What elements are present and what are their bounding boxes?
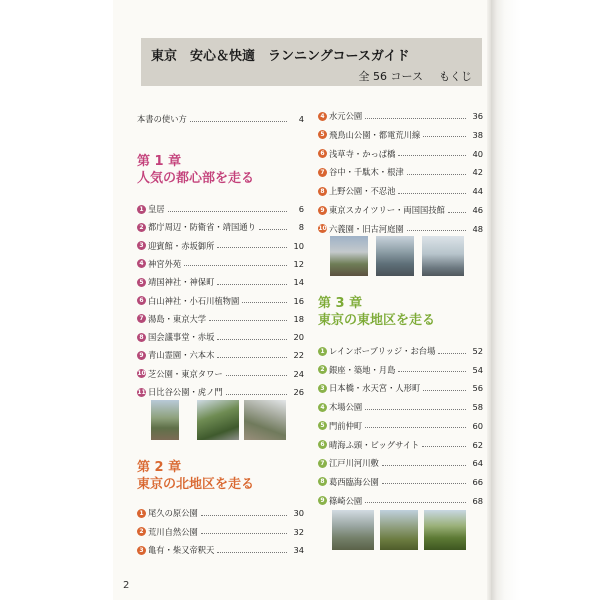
toc-entry[interactable] bbox=[318, 222, 483, 236]
course-photo bbox=[151, 400, 179, 440]
leader-dots bbox=[190, 120, 287, 122]
course-number-badge: 3 bbox=[137, 546, 146, 555]
course-number-badge: 7 bbox=[137, 314, 146, 323]
toc-entry[interactable] bbox=[318, 344, 483, 358]
leader-dots bbox=[184, 264, 287, 266]
toc-entry-label: 上野公園・不忍池 bbox=[329, 186, 396, 197]
toc-entry-label: 篠崎公園 bbox=[329, 495, 363, 506]
book-gutter bbox=[491, 0, 600, 600]
toc-entry-label: 神宮外苑 bbox=[148, 258, 182, 269]
toc-entry-page: 56 bbox=[472, 383, 483, 394]
toc-entry-page: 64 bbox=[472, 458, 483, 469]
toc-entry[interactable] bbox=[137, 385, 304, 399]
toc-entry[interactable] bbox=[318, 400, 483, 414]
toc-entry[interactable] bbox=[318, 419, 483, 433]
toc-entry-page: 30 bbox=[293, 508, 304, 518]
title-part-safe: 安心＆快適 bbox=[190, 49, 256, 64]
course-number-badge: 8 bbox=[318, 477, 327, 486]
toc-entry-page: 8 bbox=[298, 222, 304, 233]
toc-entry-intro[interactable] bbox=[137, 112, 304, 126]
toc-entry-label: 皇居 bbox=[148, 204, 165, 214]
chapter-2-title: 東京の北地区を走る bbox=[137, 477, 255, 492]
toc-entry-label: 東京スカイツリー・両国国技館 bbox=[329, 205, 445, 215]
course-number-badge: 1 bbox=[137, 205, 146, 214]
toc-entry-label: 葛西臨海公園 bbox=[329, 476, 379, 487]
page-number: 2 bbox=[123, 580, 130, 591]
toc-entry-page: 14 bbox=[293, 277, 304, 288]
course-number-badge: 9 bbox=[318, 496, 327, 505]
leader-dots bbox=[209, 319, 287, 321]
toc-entry[interactable] bbox=[318, 456, 483, 470]
course-photo bbox=[376, 236, 414, 276]
toc-entry-page: 40 bbox=[472, 148, 483, 159]
toc-entry-label: 銀座・築地・月島 bbox=[329, 364, 396, 375]
toc-entry-label: 浅草寺・かっぱ橋 bbox=[329, 148, 396, 159]
title-part-guide: ランニングコースガイド bbox=[268, 49, 410, 64]
toc-entry-label: 本書の使い方 bbox=[137, 114, 187, 124]
leader-dots bbox=[217, 246, 287, 248]
course-number-badge: 6 bbox=[318, 440, 327, 449]
toc-entry-page: 20 bbox=[293, 332, 304, 343]
course-photo bbox=[332, 510, 374, 550]
toc-entry-label: 晴海ふ頭・ビッグサイト bbox=[329, 439, 420, 450]
course-photo bbox=[422, 236, 464, 276]
course-number-badge: 4 bbox=[318, 112, 327, 121]
leader-dots bbox=[365, 117, 466, 119]
leader-dots bbox=[168, 210, 287, 212]
chapter-1-title: 人気の都心部を走る bbox=[137, 171, 255, 186]
chapter-3-title: 東京の東地区を走る bbox=[318, 313, 436, 328]
toc-entry-page: 54 bbox=[472, 364, 483, 375]
toc-entry[interactable] bbox=[137, 239, 304, 253]
toc-entry-label: 白山神社・小石川植物園 bbox=[148, 295, 240, 306]
leader-dots bbox=[226, 393, 287, 395]
toc-entry-page: 60 bbox=[472, 420, 483, 431]
leader-dots bbox=[365, 426, 466, 428]
leader-dots bbox=[242, 301, 287, 303]
leader-dots bbox=[407, 229, 466, 231]
leader-dots bbox=[398, 370, 466, 372]
leader-dots bbox=[201, 532, 287, 534]
course-number-badge: 10 bbox=[318, 225, 327, 233]
course-number-badge: 5 bbox=[137, 278, 146, 287]
toc-entry-label: 迎賓館・赤坂御所 bbox=[148, 240, 215, 251]
toc-entry[interactable] bbox=[137, 202, 304, 216]
course-photo bbox=[197, 400, 239, 440]
toc-entry-page: 16 bbox=[293, 295, 304, 306]
toc-entry-label: 靖国神社・神保町 bbox=[148, 277, 215, 288]
course-number-badge: 6 bbox=[318, 149, 327, 158]
toc-entry[interactable] bbox=[137, 275, 304, 289]
course-number-badge: 4 bbox=[318, 403, 327, 412]
toc-entry[interactable] bbox=[318, 381, 483, 395]
course-photo bbox=[380, 510, 418, 550]
toc-entry-label: 飛鳥山公園・都電荒川線 bbox=[329, 129, 421, 140]
leader-dots bbox=[365, 501, 466, 503]
toc-entry[interactable] bbox=[137, 257, 304, 271]
leader-dots bbox=[259, 228, 287, 230]
chapter-2-number: 第 2 章 bbox=[137, 460, 182, 475]
toc-entry-page: 66 bbox=[472, 476, 483, 487]
leader-dots bbox=[422, 445, 466, 447]
leader-dots bbox=[217, 338, 287, 340]
leader-dots bbox=[423, 389, 466, 391]
course-number-badge: 4 bbox=[137, 259, 146, 268]
contents-label: もくじ bbox=[439, 70, 472, 83]
leader-dots bbox=[201, 514, 287, 516]
leader-dots bbox=[423, 135, 466, 137]
toc-entry[interactable] bbox=[318, 494, 483, 508]
toc-entry[interactable] bbox=[318, 109, 483, 123]
toc-entry-page: 10 bbox=[293, 240, 304, 251]
course-number-badge: 11 bbox=[137, 388, 146, 396]
leader-dots bbox=[448, 211, 466, 213]
toc-header bbox=[141, 38, 482, 86]
toc-subtitle bbox=[359, 68, 472, 84]
toc-entry-page: 4 bbox=[298, 114, 304, 124]
toc-entry-page: 68 bbox=[472, 495, 483, 506]
toc-entry-page: 52 bbox=[472, 346, 483, 356]
toc-entry[interactable] bbox=[137, 220, 304, 234]
toc-entry-label: 荒川自然公園 bbox=[148, 526, 198, 537]
toc-entry[interactable] bbox=[318, 438, 483, 452]
toc-entry-page: 24 bbox=[293, 368, 304, 379]
toc-entry-label: 日比谷公園・虎ノ門 bbox=[148, 387, 223, 397]
course-number-badge: 10 bbox=[137, 370, 146, 378]
toc-entry-label: 木場公園 bbox=[329, 402, 363, 413]
course-photo bbox=[244, 400, 286, 440]
course-number-badge: 8 bbox=[318, 187, 327, 196]
course-number-badge: 9 bbox=[137, 351, 146, 360]
toc-entry-page: 12 bbox=[293, 258, 304, 269]
course-number-badge: 2 bbox=[137, 527, 146, 536]
toc-entry-label: レインボーブリッジ・お台場 bbox=[329, 346, 436, 356]
leader-dots bbox=[365, 408, 466, 410]
toc-entry-label: 尾久の原公園 bbox=[148, 508, 198, 518]
leader-dots bbox=[407, 173, 466, 175]
toc-entry[interactable] bbox=[137, 330, 304, 344]
toc-entry-page: 48 bbox=[472, 223, 483, 234]
toc-entry-page: 58 bbox=[472, 402, 483, 413]
toc-entry-page: 36 bbox=[472, 111, 483, 121]
course-number-badge: 9 bbox=[318, 206, 327, 215]
toc-entry-label: 六義園・旧古河庭園 bbox=[329, 223, 404, 234]
toc-entry-page: 22 bbox=[293, 350, 304, 361]
toc-entry-label: 芝公園・東京タワー bbox=[148, 368, 223, 379]
chapter-1-number: 第 1 章 bbox=[137, 154, 182, 169]
toc-entry-label: 国会議事堂・赤坂 bbox=[148, 332, 215, 343]
toc-entry[interactable] bbox=[137, 312, 304, 326]
toc-entry[interactable] bbox=[318, 147, 483, 161]
course-photo bbox=[330, 236, 368, 276]
course-number-badge: 5 bbox=[318, 421, 327, 430]
course-photo bbox=[424, 510, 466, 550]
toc-entry[interactable] bbox=[137, 525, 304, 539]
leader-dots bbox=[217, 551, 287, 553]
leader-dots bbox=[438, 352, 466, 354]
toc-entry[interactable] bbox=[137, 506, 304, 520]
leader-dots bbox=[217, 283, 287, 285]
toc-entry[interactable] bbox=[137, 367, 304, 381]
toc-entry-label: 青山霊園・六本木 bbox=[148, 350, 215, 361]
toc-entry-page: 32 bbox=[293, 526, 304, 537]
course-number-badge: 1 bbox=[137, 509, 146, 518]
title-part-tokyo: 東京 bbox=[151, 49, 178, 64]
toc-entry-page: 62 bbox=[472, 439, 483, 450]
toc-entry-page: 38 bbox=[472, 129, 483, 140]
toc-entry[interactable] bbox=[318, 165, 483, 179]
leader-dots bbox=[217, 356, 287, 358]
leader-dots bbox=[226, 374, 287, 376]
course-number-badge: 7 bbox=[318, 168, 327, 177]
toc-entry[interactable] bbox=[318, 363, 483, 377]
course-number-badge: 2 bbox=[137, 223, 146, 232]
course-count: 全 56 コース bbox=[358, 70, 423, 83]
course-number-badge: 2 bbox=[318, 365, 327, 374]
toc-entry-label: 日本橋・水天宮・人形町 bbox=[329, 383, 421, 394]
leader-dots bbox=[398, 154, 466, 156]
toc-entry-page: 18 bbox=[293, 313, 304, 324]
course-number-badge: 8 bbox=[137, 333, 146, 342]
toc-entry-page: 46 bbox=[472, 205, 483, 215]
toc-entry-page: 34 bbox=[293, 545, 304, 556]
toc-entry[interactable] bbox=[318, 475, 483, 489]
course-number-badge: 3 bbox=[137, 241, 146, 250]
toc-entry-label: 都庁周辺・防衛省・靖国通り bbox=[148, 222, 256, 233]
toc-entry-page: 6 bbox=[298, 204, 304, 214]
toc-entry[interactable] bbox=[318, 184, 483, 198]
leader-dots bbox=[382, 482, 466, 484]
toc-entry[interactable] bbox=[318, 128, 483, 142]
toc-entry-page: 42 bbox=[472, 167, 483, 178]
toc-entry-label: 門前仲町 bbox=[329, 420, 363, 431]
toc-entry-label: 水元公園 bbox=[329, 111, 363, 121]
toc-entry[interactable] bbox=[137, 294, 304, 308]
chapter-3-number: 第 3 章 bbox=[318, 296, 363, 311]
course-number-badge: 5 bbox=[318, 130, 327, 139]
toc-entry-page: 26 bbox=[293, 387, 304, 397]
toc-entry-label: 江戸川河川敷 bbox=[329, 458, 379, 469]
toc-entry[interactable] bbox=[318, 203, 483, 217]
course-number-badge: 1 bbox=[318, 347, 327, 356]
book-title bbox=[151, 45, 476, 64]
leader-dots bbox=[398, 192, 466, 194]
toc-entry-label: 湯島・東京大学 bbox=[148, 313, 207, 324]
leader-dots bbox=[382, 464, 466, 466]
course-number-badge: 7 bbox=[318, 459, 327, 468]
course-number-badge: 6 bbox=[137, 296, 146, 305]
toc-entry[interactable] bbox=[137, 348, 304, 362]
course-number-badge: 3 bbox=[318, 384, 327, 393]
toc-entry-label: 谷中・千駄木・根津 bbox=[329, 167, 404, 178]
toc-entry-label: 亀有・柴又帝釈天 bbox=[148, 545, 215, 556]
toc-entry[interactable] bbox=[137, 543, 304, 557]
toc-entry-page: 44 bbox=[472, 186, 483, 197]
